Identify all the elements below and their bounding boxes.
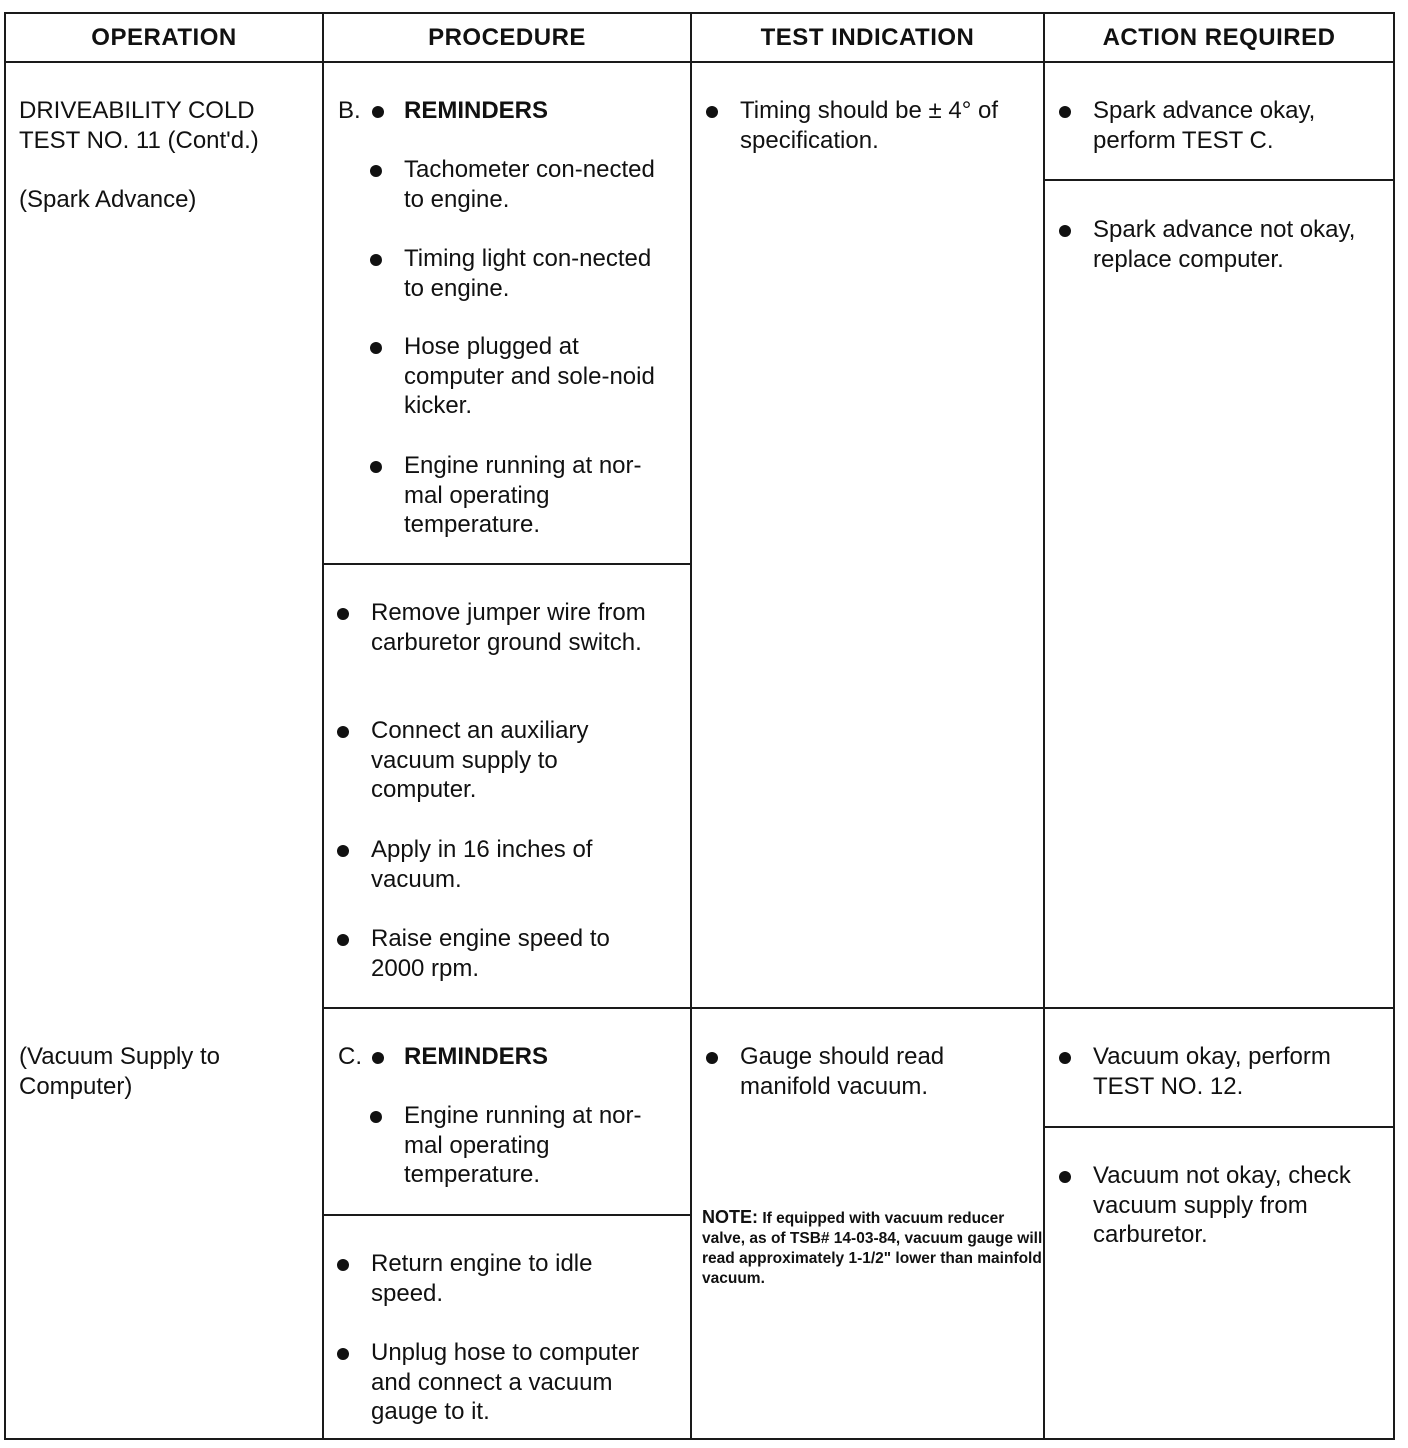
reminder-item: Hose plugged at computer and sole-noid kicker. <box>370 332 670 421</box>
reminders-label: REMINDERS <box>404 97 549 124</box>
note-text: If equipped with vacuum reducer valve, as of TSB# 14-03-84, vacuum gauge will read approximately 1-1/2" lower than mainfold vacuum. <box>702 1210 1043 1287</box>
bullet-icon <box>370 461 382 473</box>
bullet-icon <box>337 1259 349 1271</box>
procedure-step: Return engine to idle speed. <box>337 1249 637 1308</box>
reminder-item: Timing light con-nected to engine. <box>370 244 670 303</box>
action-divider-b <box>1043 179 1395 181</box>
header-action-required: ACTION REQUIRED <box>1102 24 1336 51</box>
table-border-right <box>1393 12 1395 1440</box>
bullet-icon <box>337 845 349 857</box>
test-indication-c: Gauge should read manifold vacuum. <box>706 1042 1026 1101</box>
header-test-indication: TEST INDICATION <box>760 24 975 51</box>
bullet-icon <box>370 1111 382 1123</box>
bullet-icon <box>370 254 382 266</box>
header-procedure: PROCEDURE <box>428 24 586 51</box>
bullet-icon <box>1059 106 1071 118</box>
procedure-divider-b <box>322 563 692 565</box>
action-item: Spark advance not okay, replace computer. <box>1059 215 1359 274</box>
bullet-icon <box>370 342 382 354</box>
table-border-bottom <box>4 1438 1395 1440</box>
bullet-icon <box>337 726 349 738</box>
bullet-icon <box>1059 1052 1071 1064</box>
operation-title: DRIVEABILITY COLD TEST NO. 11 (Cont'd.) <box>19 97 259 154</box>
reminders-heading-b <box>338 96 678 126</box>
section-divider <box>322 1007 1395 1009</box>
note-label: NOTE: <box>702 1207 758 1227</box>
step-letter-c: C. <box>338 1043 362 1070</box>
bullet-icon <box>337 608 349 620</box>
bullet-icon <box>706 106 718 118</box>
procedure-step: Apply in 16 inches of vacuum. <box>337 835 637 894</box>
reminder-item: Engine running at nor-mal operating temperature. <box>370 451 680 540</box>
test-indication-b: Timing should be ± 4° of specification. <box>706 96 1026 155</box>
operation-subtitle-spark-advance: (Spark Advance) <box>19 186 197 213</box>
bullet-icon <box>1059 1171 1071 1183</box>
procedure-step: Unplug hose to computer and connect a vacuum gauge to it. <box>337 1338 677 1427</box>
bullet-icon <box>337 934 349 946</box>
action-divider-c <box>1043 1126 1395 1128</box>
reminders-label: REMINDERS <box>404 1043 549 1070</box>
header-operation: OPERATION <box>91 24 237 51</box>
note <box>702 1207 1044 1289</box>
bullet-icon <box>370 165 382 177</box>
operation-subtitle-vacuum-supply: (Vacuum Supply to Computer) <box>19 1043 220 1100</box>
bullet-icon <box>372 106 384 118</box>
column-divider-1 <box>322 12 324 1440</box>
column-divider-2 <box>690 12 692 1440</box>
bullet-icon <box>1059 225 1071 237</box>
reminders-heading-c <box>338 1042 678 1072</box>
procedure-step: Raise engine speed to 2000 rpm. <box>337 924 657 983</box>
procedure-step: Connect an auxiliary vacuum supply to computer. <box>337 716 637 805</box>
step-letter-b: B. <box>338 97 361 124</box>
procedure-step: Remove jumper wire from carburetor ground switch. <box>337 598 672 657</box>
bullet-icon <box>372 1052 384 1064</box>
action-item: Spark advance okay, perform TEST C. <box>1059 96 1379 155</box>
reminder-item: Engine running at nor-mal operating temperature. <box>370 1101 680 1190</box>
action-item: Vacuum okay, perform TEST NO. 12. <box>1059 1042 1379 1101</box>
table-border-left <box>4 12 6 1440</box>
reminder-item: Tachometer con-nected to engine. <box>370 155 670 214</box>
bullet-icon <box>337 1348 349 1360</box>
procedure-divider-c <box>322 1214 692 1216</box>
bullet-icon <box>706 1052 718 1064</box>
action-item: Vacuum not okay, check vacuum supply from carburetor. <box>1059 1161 1359 1250</box>
